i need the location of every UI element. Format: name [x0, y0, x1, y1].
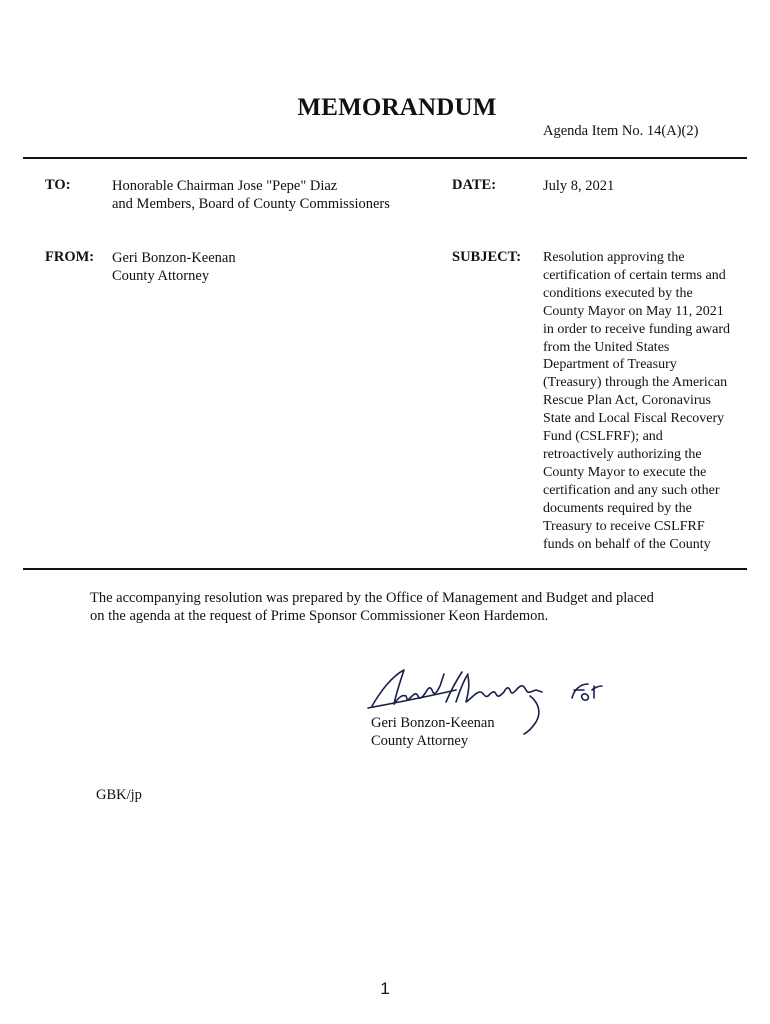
- to-line: Honorable Chairman Jose "Pepe" Diaz: [112, 178, 338, 194]
- signature-block: [371, 714, 495, 750]
- signatory-title: County Attorney: [371, 733, 469, 749]
- from-sender: [112, 249, 412, 285]
- date-label: DATE:: [452, 177, 497, 193]
- to-label: TO:: [45, 177, 71, 193]
- subject-line: documents required by the: [543, 500, 692, 516]
- subject-label: SUBJECT:: [452, 249, 522, 265]
- from-line: Geri Bonzon-Keenan: [112, 250, 236, 266]
- subject-line: retroactively authorizing the: [543, 446, 702, 462]
- from-line: County Attorney: [112, 268, 210, 284]
- subject-line: certification and any such other: [543, 482, 720, 498]
- subject-line: Rescue Plan Act, Coronavirus: [543, 393, 711, 409]
- from-label: FROM:: [45, 249, 95, 265]
- body-line: The accompanying resolution was prepared by the Office of Management and Budget and placed: [90, 590, 654, 606]
- top-divider: [23, 157, 747, 159]
- subject-line: County Mayor on May 11, 2021: [543, 303, 724, 319]
- subject-line: from the United States: [543, 339, 670, 355]
- subject-line: County Mayor to execute the: [543, 464, 707, 480]
- subject-line: certification of certain terms and: [543, 267, 726, 283]
- subject-line: State and Local Fiscal Recovery: [543, 411, 725, 427]
- body-line: on the agenda at the request of Prime Sponsor Commissioner Keon Hardemon.: [90, 608, 549, 624]
- subject-text: [543, 249, 753, 553]
- subject-line: conditions executed by the: [543, 285, 693, 301]
- subject-line: in order to receive funding award: [543, 321, 730, 337]
- subject-line: Fund (CSLFRF); and: [543, 429, 663, 445]
- to-line: and Members, Board of County Commissioners: [112, 196, 390, 212]
- subject-line: (Treasury) through the American: [543, 375, 728, 391]
- body-paragraph: [90, 589, 710, 625]
- subject-line: Treasury to receive CSLFRF: [543, 518, 705, 534]
- subject-line: funds on behalf of the County: [543, 536, 711, 552]
- subject-line: Resolution approving the: [543, 250, 685, 265]
- to-recipients: [112, 177, 432, 213]
- bottom-divider: [23, 568, 747, 570]
- memo-title: MEMORANDUM: [297, 94, 497, 121]
- agenda-item-number: Agenda Item No. 14(A)(2): [543, 123, 699, 139]
- typist-initials: GBK/jp: [96, 787, 142, 803]
- date-value: July 8, 2021: [543, 178, 615, 194]
- signatory-name: Geri Bonzon-Keenan: [371, 715, 495, 731]
- page-number: 1: [380, 979, 390, 998]
- subject-line: Department of Treasury: [543, 357, 677, 373]
